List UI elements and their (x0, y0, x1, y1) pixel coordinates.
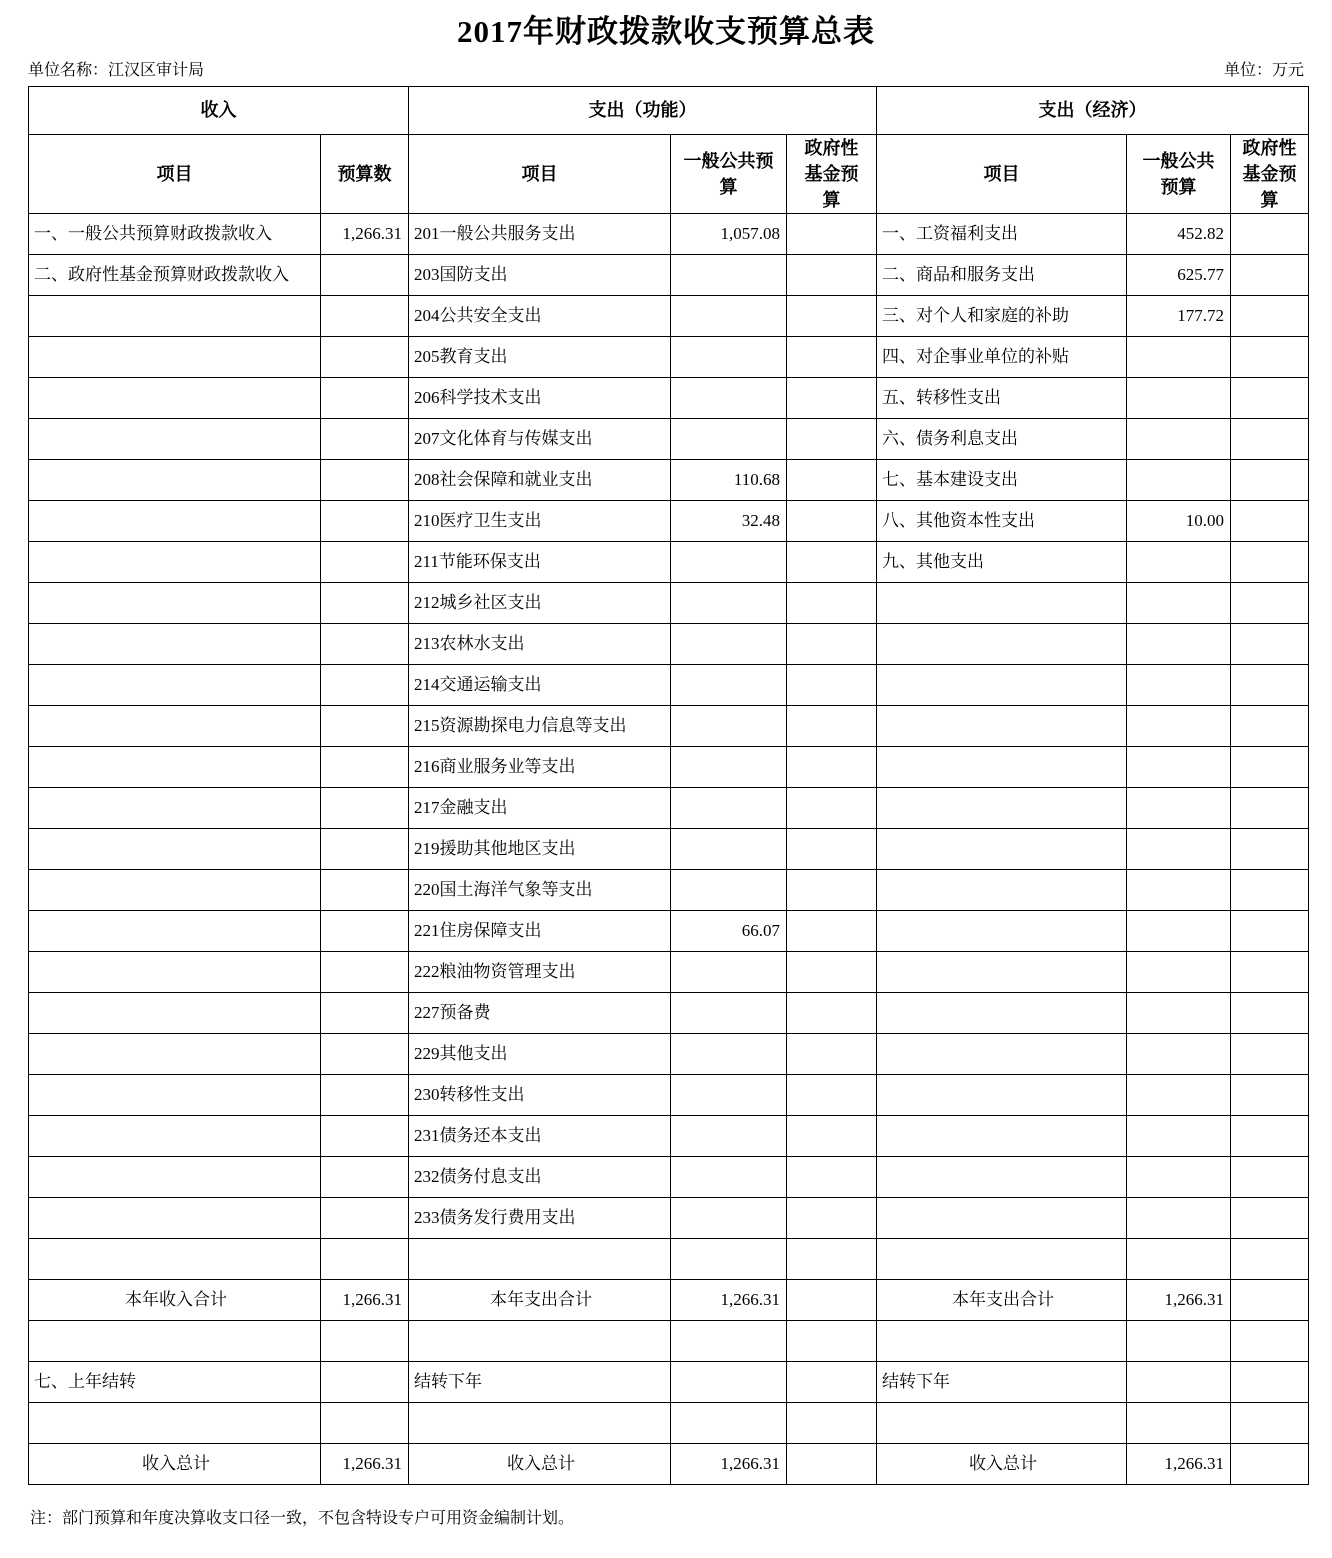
amount-cell (1231, 1157, 1309, 1198)
amount-cell (1231, 1116, 1309, 1157)
item-cell: 207文化体育与传媒支出 (409, 419, 671, 460)
item-cell (29, 378, 321, 419)
amount-cell: 1,266.31 (321, 214, 409, 255)
table-row (29, 624, 1309, 665)
amount-cell (321, 665, 409, 706)
amount-cell (671, 1239, 787, 1280)
item-cell: 219援助其他地区支出 (409, 829, 671, 870)
amount-cell (1127, 337, 1231, 378)
amount-cell (321, 1116, 409, 1157)
page-title: 2017年财政拨款收支预算总表 (457, 14, 875, 49)
amount-cell: 1,266.31 (671, 1280, 787, 1321)
item-cell: 232债务付息支出 (409, 1157, 671, 1198)
amount-cell (787, 378, 877, 419)
amount-cell (1231, 1280, 1309, 1321)
amount-cell (1127, 1403, 1231, 1444)
table-row (29, 952, 1309, 993)
amount-cell (1127, 911, 1231, 952)
item-cell (29, 1116, 321, 1157)
amount-cell: 66.07 (671, 911, 787, 952)
col-header-income-item: 项目 (29, 135, 321, 214)
table-row (29, 665, 1309, 706)
table-row (29, 378, 1309, 419)
unit-name-label: 单位名称：江汉区审计局 (28, 62, 205, 79)
amount-cell (321, 788, 409, 829)
amount-cell (1231, 1403, 1309, 1444)
amount-cell (787, 1280, 877, 1321)
amount-cell (1127, 829, 1231, 870)
item-cell: 一、一般公共预算财政拨款收入 (29, 214, 321, 255)
amount-cell (1231, 583, 1309, 624)
item-cell (877, 1403, 1127, 1444)
amount-cell (321, 1362, 409, 1403)
amount-cell (1231, 1321, 1309, 1362)
item-cell: 七、基本建设支出 (877, 460, 1127, 501)
amount-cell (1127, 1157, 1231, 1198)
amount-cell (671, 296, 787, 337)
amount-cell (671, 870, 787, 911)
amount-cell (671, 1403, 787, 1444)
item-cell: 本年收入合计 (29, 1280, 321, 1321)
amount-cell (1127, 583, 1231, 624)
item-cell: 206科学技术支出 (409, 378, 671, 419)
amount-cell (321, 952, 409, 993)
amount-cell (787, 542, 877, 583)
item-cell (877, 665, 1127, 706)
amount-cell: 110.68 (671, 460, 787, 501)
amount-cell (787, 1444, 877, 1485)
amount-cell (671, 1116, 787, 1157)
amount-cell: 1,057.08 (671, 214, 787, 255)
amount-cell (671, 1362, 787, 1403)
amount-cell (1231, 706, 1309, 747)
item-cell: 收入总计 (877, 1444, 1127, 1485)
amount-cell (321, 1157, 409, 1198)
item-cell: 204公共安全支出 (409, 296, 671, 337)
amount-cell: 10.00 (1127, 501, 1231, 542)
amount-cell (1127, 747, 1231, 788)
amount-cell (1127, 788, 1231, 829)
amount-cell (321, 1034, 409, 1075)
table-row (29, 460, 1309, 501)
item-cell: 三、对个人和家庭的补助 (877, 296, 1127, 337)
item-cell: 九、其他支出 (877, 542, 1127, 583)
table-row (29, 747, 1309, 788)
amount-cell (787, 788, 877, 829)
amount-cell (321, 501, 409, 542)
item-cell: 230转移性支出 (409, 1075, 671, 1116)
item-cell: 231债务还本支出 (409, 1116, 671, 1157)
item-cell (29, 706, 321, 747)
item-cell (29, 583, 321, 624)
table-row (29, 1034, 1309, 1075)
amount-cell (671, 419, 787, 460)
item-cell (29, 1321, 321, 1362)
amount-cell: 1,266.31 (1127, 1444, 1231, 1485)
item-cell (877, 624, 1127, 665)
item-cell (877, 829, 1127, 870)
item-cell: 216商业服务业等支出 (409, 747, 671, 788)
item-cell: 205教育支出 (409, 337, 671, 378)
amount-cell (321, 419, 409, 460)
amount-cell (1231, 337, 1309, 378)
item-cell (877, 1239, 1127, 1280)
amount-cell (671, 829, 787, 870)
meta-row (0, 53, 1332, 86)
item-cell: 收入总计 (29, 1444, 321, 1485)
item-cell (877, 1198, 1127, 1239)
amount-cell (787, 337, 877, 378)
item-cell (29, 1034, 321, 1075)
table-row (29, 1116, 1309, 1157)
amount-cell (321, 1403, 409, 1444)
item-cell: 213农林水支出 (409, 624, 671, 665)
item-cell (29, 665, 321, 706)
item-cell: 220国土海洋气象等支出 (409, 870, 671, 911)
item-cell (877, 706, 1127, 747)
amount-cell (1127, 952, 1231, 993)
item-cell (29, 1239, 321, 1280)
amount-cell (787, 296, 877, 337)
amount-cell (1231, 870, 1309, 911)
table-row (29, 706, 1309, 747)
amount-cell (787, 1362, 877, 1403)
amount-cell: 1,266.31 (321, 1280, 409, 1321)
table-row (29, 1239, 1309, 1280)
col-header-econ-item: 项目 (877, 135, 1127, 214)
amount-cell (671, 583, 787, 624)
amount-cell (1231, 952, 1309, 993)
footnote: 注：部门预算和年度决算收支口径一致，不包含特设专户可用资金编制计划。 (30, 1510, 575, 1528)
amount-cell (787, 1034, 877, 1075)
amount-cell (787, 624, 877, 665)
table-row (29, 255, 1309, 296)
item-cell (29, 1075, 321, 1116)
amount-cell: 625.77 (1127, 255, 1231, 296)
amount-cell (321, 255, 409, 296)
amount-cell (671, 1075, 787, 1116)
item-cell (877, 911, 1127, 952)
item-cell: 二、政府性基金预算财政拨款收入 (29, 255, 321, 296)
item-cell (29, 460, 321, 501)
amount-cell (1231, 1362, 1309, 1403)
amount-cell (671, 747, 787, 788)
item-cell: 221住房保障支出 (409, 911, 671, 952)
amount-cell (1127, 624, 1231, 665)
amount-cell (1231, 624, 1309, 665)
amount-cell (1231, 460, 1309, 501)
item-cell (877, 1034, 1127, 1075)
section-header-expense-function: 支出（功能） (409, 87, 877, 135)
amount-cell (1231, 214, 1309, 255)
section-header-expense-economic: 支出（经济） (877, 87, 1309, 135)
item-cell (29, 419, 321, 460)
amount-cell (1231, 296, 1309, 337)
col-header-func-gov-fund: 政府性基金预算 (787, 135, 877, 214)
amount-cell (1127, 1116, 1231, 1157)
amount-cell (1127, 1198, 1231, 1239)
item-cell: 六、债务利息支出 (877, 419, 1127, 460)
amount-cell (321, 378, 409, 419)
table-row (29, 501, 1309, 542)
item-cell: 229其他支出 (409, 1034, 671, 1075)
amount-cell (1127, 378, 1231, 419)
col-header-econ-gov-fund: 政府性基金预算 (1231, 135, 1309, 214)
amount-cell: 1,266.31 (321, 1444, 409, 1485)
item-cell (877, 583, 1127, 624)
amount-cell (321, 747, 409, 788)
table-row (29, 1321, 1309, 1362)
amount-cell: 32.48 (671, 501, 787, 542)
item-cell (29, 911, 321, 952)
amount-cell (321, 870, 409, 911)
item-cell: 本年支出合计 (409, 1280, 671, 1321)
amount-cell (321, 1321, 409, 1362)
item-cell (29, 993, 321, 1034)
amount-cell (787, 706, 877, 747)
item-cell (29, 788, 321, 829)
table-row (29, 1403, 1309, 1444)
item-cell (29, 1198, 321, 1239)
item-cell (409, 1239, 671, 1280)
amount-cell (787, 1116, 877, 1157)
amount-cell: 1,266.31 (1127, 1280, 1231, 1321)
amount-cell (671, 624, 787, 665)
table-row (29, 419, 1309, 460)
amount-cell (321, 337, 409, 378)
amount-cell (787, 665, 877, 706)
item-cell: 201一般公共服务支出 (409, 214, 671, 255)
amount-cell (1231, 665, 1309, 706)
col-header-econ-general-public: 一般公共预算 (1127, 135, 1231, 214)
item-cell (877, 1157, 1127, 1198)
amount-cell (787, 747, 877, 788)
budget-table (28, 86, 1309, 1485)
amount-cell (1231, 542, 1309, 583)
amount-cell (1127, 993, 1231, 1034)
amount-cell (671, 1198, 787, 1239)
amount-cell (321, 1239, 409, 1280)
item-cell: 二、商品和服务支出 (877, 255, 1127, 296)
table-row (29, 1198, 1309, 1239)
amount-cell (1127, 870, 1231, 911)
amount-cell (787, 214, 877, 255)
amount-cell (1127, 706, 1231, 747)
item-cell: 215资源勘探电力信息等支出 (409, 706, 671, 747)
amount-cell (787, 1157, 877, 1198)
table-row (29, 1280, 1309, 1321)
item-cell: 203国防支出 (409, 255, 671, 296)
item-cell (29, 337, 321, 378)
item-cell: 214交通运输支出 (409, 665, 671, 706)
amount-cell (1231, 1198, 1309, 1239)
item-cell (29, 870, 321, 911)
table-row (29, 542, 1309, 583)
amount-cell (321, 296, 409, 337)
amount-cell: 452.82 (1127, 214, 1231, 255)
item-cell: 八、其他资本性支出 (877, 501, 1127, 542)
item-cell (29, 1403, 321, 1444)
item-cell (877, 993, 1127, 1034)
amount-cell (787, 583, 877, 624)
amount-cell (787, 993, 877, 1034)
table-row (29, 583, 1309, 624)
amount-cell (1231, 501, 1309, 542)
amount-cell (787, 1239, 877, 1280)
amount-cell (1127, 1034, 1231, 1075)
item-cell: 217金融支出 (409, 788, 671, 829)
table-row (29, 993, 1309, 1034)
col-header-func-item: 项目 (409, 135, 671, 214)
item-cell (877, 870, 1127, 911)
item-cell: 211节能环保支出 (409, 542, 671, 583)
amount-cell (321, 624, 409, 665)
amount-cell (671, 788, 787, 829)
amount-cell (671, 378, 787, 419)
amount-cell (321, 460, 409, 501)
table-row (29, 1362, 1309, 1403)
amount-cell (1231, 419, 1309, 460)
item-cell (29, 296, 321, 337)
col-header-income-budget: 预算数 (321, 135, 409, 214)
item-cell (29, 747, 321, 788)
amount-cell (1231, 1444, 1309, 1485)
amount-cell (321, 1198, 409, 1239)
unit-label: 单位：万元 (1223, 62, 1304, 79)
amount-cell (787, 1321, 877, 1362)
amount-cell (1231, 911, 1309, 952)
amount-cell (1231, 1075, 1309, 1116)
item-cell (877, 1116, 1127, 1157)
amount-cell (671, 993, 787, 1034)
table-row (29, 296, 1309, 337)
item-cell: 233债务发行费用支出 (409, 1198, 671, 1239)
table-row (29, 911, 1309, 952)
item-cell: 222粮油物资管理支出 (409, 952, 671, 993)
amount-cell (671, 665, 787, 706)
amount-cell (321, 583, 409, 624)
amount-cell (787, 1198, 877, 1239)
section-header-row (29, 87, 1309, 135)
amount-cell (321, 911, 409, 952)
amount-cell (671, 706, 787, 747)
item-cell (29, 952, 321, 993)
amount-cell (1127, 460, 1231, 501)
amount-cell (671, 542, 787, 583)
item-cell: 210医疗卫生支出 (409, 501, 671, 542)
section-header-income: 收入 (29, 87, 409, 135)
item-cell: 227预备费 (409, 993, 671, 1034)
item-cell (29, 624, 321, 665)
item-cell: 一、工资福利支出 (877, 214, 1127, 255)
item-cell: 212城乡社区支出 (409, 583, 671, 624)
amount-cell (1231, 255, 1309, 296)
item-cell: 结转下年 (877, 1362, 1127, 1403)
item-cell: 本年支出合计 (877, 1280, 1127, 1321)
amount-cell (1231, 1239, 1309, 1280)
amount-cell (1127, 1321, 1231, 1362)
amount-cell (787, 911, 877, 952)
item-cell (877, 1321, 1127, 1362)
amount-cell (787, 460, 877, 501)
table-row (29, 1075, 1309, 1116)
item-cell (877, 952, 1127, 993)
amount-cell (1127, 1075, 1231, 1116)
table-row (29, 1157, 1309, 1198)
col-header-func-general-public: 一般公共预算 (671, 135, 787, 214)
amount-cell (671, 337, 787, 378)
item-cell (29, 829, 321, 870)
amount-cell (671, 952, 787, 993)
amount-cell (787, 870, 877, 911)
table-row (29, 788, 1309, 829)
item-cell: 收入总计 (409, 1444, 671, 1485)
amount-cell (787, 419, 877, 460)
amount-cell (1231, 378, 1309, 419)
table-body (29, 214, 1309, 1485)
amount-cell (787, 501, 877, 542)
amount-cell (321, 1075, 409, 1116)
amount-cell (787, 255, 877, 296)
amount-cell (787, 1075, 877, 1116)
item-cell: 五、转移性支出 (877, 378, 1127, 419)
table-row (29, 870, 1309, 911)
amount-cell (671, 1157, 787, 1198)
item-cell (877, 747, 1127, 788)
amount-cell (1127, 542, 1231, 583)
item-cell: 结转下年 (409, 1362, 671, 1403)
amount-cell (1127, 1362, 1231, 1403)
amount-cell (1231, 829, 1309, 870)
item-cell: 七、上年结转 (29, 1362, 321, 1403)
amount-cell (321, 706, 409, 747)
amount-cell: 1,266.31 (671, 1444, 787, 1485)
item-cell (409, 1321, 671, 1362)
amount-cell (787, 1403, 877, 1444)
amount-cell: 177.72 (1127, 296, 1231, 337)
amount-cell (1231, 747, 1309, 788)
amount-cell (1127, 419, 1231, 460)
amount-cell (1231, 993, 1309, 1034)
table-row (29, 337, 1309, 378)
item-cell (29, 542, 321, 583)
item-cell (29, 1157, 321, 1198)
table-row (29, 1444, 1309, 1485)
amount-cell (787, 952, 877, 993)
amount-cell (321, 829, 409, 870)
amount-cell (1231, 788, 1309, 829)
amount-cell (1127, 1239, 1231, 1280)
item-cell: 208社会保障和就业支出 (409, 460, 671, 501)
amount-cell (321, 542, 409, 583)
amount-cell (671, 255, 787, 296)
amount-cell (671, 1034, 787, 1075)
item-cell (877, 1075, 1127, 1116)
item-cell (877, 788, 1127, 829)
item-cell (409, 1403, 671, 1444)
table-row (29, 829, 1309, 870)
amount-cell (1231, 1034, 1309, 1075)
amount-cell (671, 1321, 787, 1362)
amount-cell (787, 829, 877, 870)
item-cell: 四、对企事业单位的补贴 (877, 337, 1127, 378)
table-row (29, 214, 1309, 255)
amount-cell (1127, 665, 1231, 706)
amount-cell (321, 993, 409, 1034)
item-cell (29, 501, 321, 542)
column-header-row (29, 135, 1309, 214)
